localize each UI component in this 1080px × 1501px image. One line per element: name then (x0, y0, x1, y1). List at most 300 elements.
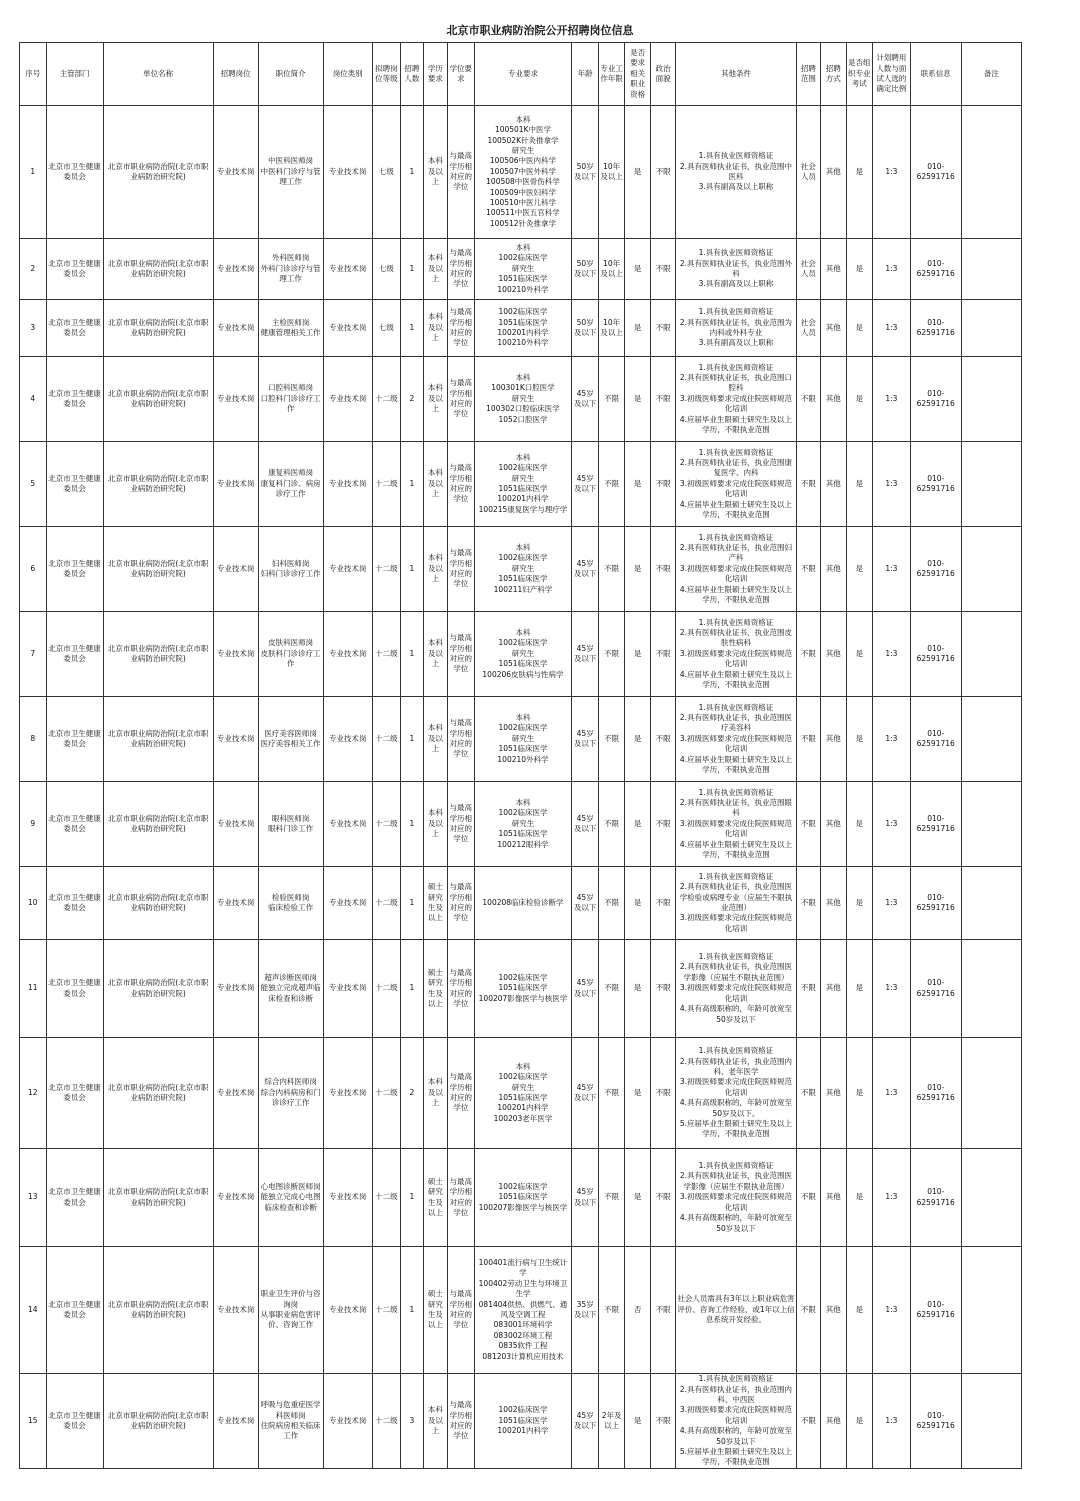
cell-post: 专业技术岗 (213, 106, 258, 239)
column-header: 专业要求 (474, 43, 572, 106)
cell-intro: 妇科医师岗 妇科门诊诊疗工作 (258, 527, 323, 612)
cell-major: 本科 1002临床医学 研究生 1051临床医学 100210外科学 (474, 239, 572, 300)
cell-politics: 不限 (650, 442, 675, 527)
cell-other: 1.具有执业医师资格证 2.具有医师执业证书，执业范围医学影像（应届生不限执业范围） 3.初级医师要求完成住院医师规范化培训 4.具有高级职称的，年龄可放宽至50岁及以下 (676, 1149, 796, 1247)
cell-count: 1 (401, 239, 423, 300)
cell-post: 专业技术岗 (213, 1038, 258, 1149)
cell-category: 专业技术岗 (323, 940, 372, 1038)
cell-scope: 不限 (796, 867, 820, 940)
column-header: 年龄 (572, 43, 599, 106)
cell-no: 15 (20, 1374, 47, 1469)
cell-no: 9 (20, 782, 47, 867)
cell-method: 其他 (821, 527, 846, 612)
cell-unit: 北京市职业病防治院(北京市职业病防治研究院) (103, 1247, 213, 1374)
table-row (20, 106, 1022, 239)
cell-no: 3 (20, 300, 47, 357)
cell-ratio: 1:3 (873, 527, 911, 612)
cell-exam: 是 (846, 940, 873, 1038)
cell-no: 11 (20, 940, 47, 1038)
cell-degree: 与最高学历相对应的学位 (448, 1374, 475, 1469)
cell-post: 专业技术岗 (213, 782, 258, 867)
cell-scope: 不限 (796, 782, 820, 867)
cell-major: 100401流行病与卫生统计学 100402劳动卫生与环境卫生学 081404供热、供燃气、通风及空调工程 083001环境科学 083002环境工程 0835软件工程 081203计算机应用技术 (474, 1247, 572, 1374)
column-header: 其他条件 (676, 43, 796, 106)
cell-contact: 010-62591716 (910, 239, 961, 300)
cell-degree: 与最高学历相对应的学位 (448, 527, 475, 612)
cell-scope: 不限 (796, 527, 820, 612)
cell-dept: 北京市卫生健康委员会 (46, 612, 103, 697)
cell-unit: 北京市职业病防治院(北京市职业病防治研究院) (103, 867, 213, 940)
cell-level: 十二级 (372, 1247, 401, 1374)
cell-post: 专业技术岗 (213, 940, 258, 1038)
cell-contact: 010-62591716 (910, 612, 961, 697)
cell-remark (961, 697, 1021, 782)
cell-major: 本科 1002临床医学 研究生 1051临床医学 100201内科学 100203老年医学 (474, 1038, 572, 1149)
cell-other: 1.具有执业医师资格证 2.具有医师执业证书，执业范围眼科 3.初级医师要求完成住院医师规范化培训 4.应届毕业生限硕士研究生及以上学历，不限执业范围 (676, 782, 796, 867)
cell-contact: 010-62591716 (910, 442, 961, 527)
cell-category: 专业技术岗 (323, 300, 372, 357)
cell-count: 1 (401, 106, 423, 239)
cell-years: 不限 (598, 940, 625, 1038)
cell-scope: 不限 (796, 612, 820, 697)
cell-remark (961, 1038, 1021, 1149)
cell-politics: 不限 (650, 697, 675, 782)
cell-intro: 眼科医师岗 眼科门诊工作 (258, 782, 323, 867)
cell-major: 本科 100501K中医学 100502K针灸推拿学 研究生 100506中医内科学 100507中医外科学 100508中医骨伤科学 100509中医妇科学 100510中医儿科学 100511中医五官科学 100512针灸推拿学 (474, 106, 572, 239)
table-row (20, 527, 1022, 612)
cell-no: 12 (20, 1038, 47, 1149)
cell-politics: 不限 (650, 782, 675, 867)
cell-exam: 是 (846, 1247, 873, 1374)
cell-cert: 是 (625, 1149, 650, 1247)
table-row (20, 1247, 1022, 1374)
column-header: 学位要求 (448, 43, 475, 106)
column-header: 主管部门 (46, 43, 103, 106)
cell-exam: 是 (846, 300, 873, 357)
cell-years: 不限 (598, 442, 625, 527)
cell-politics: 不限 (650, 239, 675, 300)
cell-no: 5 (20, 442, 47, 527)
cell-method: 其他 (821, 106, 846, 239)
cell-degree: 与最高学历相对应的学位 (448, 697, 475, 782)
cell-intro: 职业卫生评价与咨询岗 从事职业病危害评价、咨询工作 (258, 1247, 323, 1374)
column-header: 政治面貌 (650, 43, 675, 106)
cell-exam: 是 (846, 1149, 873, 1247)
cell-contact: 010-62591716 (910, 867, 961, 940)
cell-politics: 不限 (650, 106, 675, 239)
cell-remark (961, 106, 1021, 239)
cell-contact: 010-62591716 (910, 106, 961, 239)
cell-exam: 是 (846, 697, 873, 782)
cell-degree: 与最高学历相对应的学位 (448, 782, 475, 867)
cell-category: 专业技术岗 (323, 1247, 372, 1374)
cell-scope: 社会人员 (796, 239, 820, 300)
column-header: 单位名称 (103, 43, 213, 106)
cell-category: 专业技术岗 (323, 1149, 372, 1247)
cell-dept: 北京市卫生健康委员会 (46, 940, 103, 1038)
cell-dept: 北京市卫生健康委员会 (46, 1374, 103, 1469)
cell-edu: 本科及以上 (423, 697, 447, 782)
cell-level: 十二级 (372, 1149, 401, 1247)
cell-cert: 是 (625, 239, 650, 300)
cell-cert: 是 (625, 867, 650, 940)
cell-ratio: 1:3 (873, 442, 911, 527)
cell-ratio: 1:3 (873, 239, 911, 300)
cell-years: 不限 (598, 697, 625, 782)
cell-edu: 硕士研究生及以上 (423, 1247, 447, 1374)
cell-contact: 010-62591716 (910, 1374, 961, 1469)
cell-dept: 北京市卫生健康委员会 (46, 357, 103, 442)
cell-scope: 不限 (796, 1038, 820, 1149)
cell-other: 1.具有执业医师资格证 2.具有医师执业证书，执业范围妇产科 3.初级医师要求完成住院医师规范化培训 4.应届毕业生限硕士研究生及以上学历，不限执业范围 (676, 527, 796, 612)
cell-exam: 是 (846, 782, 873, 867)
cell-years: 10年及以上 (598, 106, 625, 239)
cell-degree: 与最高学历相对应的学位 (448, 1247, 475, 1374)
cell-level: 十二级 (372, 612, 401, 697)
cell-method: 其他 (821, 1374, 846, 1469)
cell-years: 10年及以上 (598, 300, 625, 357)
cell-ratio: 1:3 (873, 357, 911, 442)
cell-unit: 北京市职业病防治院(北京市职业病防治研究院) (103, 782, 213, 867)
cell-other: 1.具有执业医师资格证 2.具有医师执业证书，执业范围医疗美容科 3.初级医师要求完成住院医师规范化培训 4.应届毕业生限硕士研究生及以上学历，不限执业范围 (676, 697, 796, 782)
cell-method: 其他 (821, 442, 846, 527)
cell-ratio: 1:3 (873, 106, 911, 239)
cell-contact: 010-62591716 (910, 1038, 961, 1149)
cell-count: 3 (401, 1374, 423, 1469)
cell-other: 1.具有执业医师资格证 2.具有医师执业证书，执业范围康复医学、内科 3.初级医师要求完成住院医师规范化培训 4.应届毕业生限硕士研究生及以上学历，不限执业范围 (676, 442, 796, 527)
cell-degree: 与最高学历相对应的学位 (448, 300, 475, 357)
cell-count: 1 (401, 940, 423, 1038)
cell-contact: 010-62591716 (910, 1149, 961, 1247)
column-header: 序号 (20, 43, 47, 106)
cell-edu: 本科及以上 (423, 1038, 447, 1149)
cell-politics: 不限 (650, 1374, 675, 1469)
cell-remark (961, 782, 1021, 867)
cell-count: 1 (401, 527, 423, 612)
cell-politics: 不限 (650, 612, 675, 697)
cell-method: 其他 (821, 239, 846, 300)
cell-age: 45岁及以下 (572, 357, 599, 442)
cell-dept: 北京市卫生健康委员会 (46, 239, 103, 300)
cell-ratio: 1:3 (873, 782, 911, 867)
cell-post: 专业技术岗 (213, 1149, 258, 1247)
cell-degree: 与最高学历相对应的学位 (448, 1149, 475, 1247)
column-header: 拟聘岗位等级 (372, 43, 401, 106)
cell-cert: 是 (625, 1374, 650, 1469)
cell-category: 专业技术岗 (323, 612, 372, 697)
cell-scope: 不限 (796, 940, 820, 1038)
cell-contact: 010-62591716 (910, 300, 961, 357)
cell-years: 不限 (598, 867, 625, 940)
cell-count: 1 (401, 1247, 423, 1374)
cell-unit: 北京市职业病防治院(北京市职业病防治研究院) (103, 442, 213, 527)
cell-level: 十二级 (372, 442, 401, 527)
cell-intro: 呼吸与危重症医学科医师岗 住院病房相关临床工作 (258, 1374, 323, 1469)
cell-count: 1 (401, 612, 423, 697)
cell-degree: 与最高学历相对应的学位 (448, 940, 475, 1038)
cell-degree: 与最高学历相对应的学位 (448, 106, 475, 239)
cell-degree: 与最高学历相对应的学位 (448, 612, 475, 697)
cell-cert: 是 (625, 357, 650, 442)
cell-level: 七级 (372, 106, 401, 239)
cell-remark (961, 1247, 1021, 1374)
cell-count: 1 (401, 442, 423, 527)
cell-scope: 社会人员 (796, 300, 820, 357)
cell-age: 45岁及以下 (572, 940, 599, 1038)
cell-ratio: 1:3 (873, 940, 911, 1038)
cell-level: 十二级 (372, 1374, 401, 1469)
column-header: 职位简介 (258, 43, 323, 106)
cell-category: 专业技术岗 (323, 1038, 372, 1149)
cell-edu: 本科及以上 (423, 106, 447, 239)
cell-dept: 北京市卫生健康委员会 (46, 442, 103, 527)
cell-other: 1.具有执业医师资格证 2.具有医师执业证书，执业范围内科、老年医学 3.初级医师要求完成住院医师规范化培训 4.具有高级职称的，年龄可放宽至50岁及以下。 5.应届毕业生限硕士研究生及以上学历，不限执业范围 (676, 1038, 796, 1149)
cell-remark (961, 1374, 1021, 1469)
cell-major: 本科 1002临床医学 研究生 1051临床医学 100211妇产科学 (474, 527, 572, 612)
cell-remark (961, 300, 1021, 357)
cell-intro: 医疗美容医师岗 医疗美容相关工作 (258, 697, 323, 782)
cell-unit: 北京市职业病防治院(北京市职业病防治研究院) (103, 612, 213, 697)
cell-category: 专业技术岗 (323, 106, 372, 239)
cell-edu: 硕士研究生及以上 (423, 1149, 447, 1247)
table-row (20, 357, 1022, 442)
cell-post: 专业技术岗 (213, 527, 258, 612)
cell-cert: 是 (625, 106, 650, 239)
cell-major: 1002临床医学 1051临床医学 100207影像医学与核医学 (474, 940, 572, 1038)
cell-age: 45岁及以下 (572, 782, 599, 867)
cell-level: 十二级 (372, 940, 401, 1038)
cell-major: 100208临床检验诊断学 (474, 867, 572, 940)
cell-unit: 北京市职业病防治院(北京市职业病防治研究院) (103, 300, 213, 357)
cell-count: 1 (401, 697, 423, 782)
cell-politics: 不限 (650, 1247, 675, 1374)
table-row (20, 1038, 1022, 1149)
cell-years: 不限 (598, 1247, 625, 1374)
cell-ratio: 1:3 (873, 1038, 911, 1149)
table-row (20, 782, 1022, 867)
cell-method: 其他 (821, 300, 846, 357)
cell-method: 其他 (821, 782, 846, 867)
cell-post: 专业技术岗 (213, 357, 258, 442)
cell-degree: 与最高学历相对应的学位 (448, 1038, 475, 1149)
cell-scope: 不限 (796, 442, 820, 527)
cell-degree: 与最高学历相对应的学位 (448, 239, 475, 300)
cell-years: 不限 (598, 1149, 625, 1247)
cell-category: 专业技术岗 (323, 239, 372, 300)
cell-unit: 北京市职业病防治院(北京市职业病防治研究院) (103, 1374, 213, 1469)
cell-scope: 不限 (796, 357, 820, 442)
cell-major: 本科 100301K口腔医学 研究生 100302口腔临床医学 1052口腔医学 (474, 357, 572, 442)
table-row (20, 940, 1022, 1038)
cell-major: 1002临床医学 1051临床医学 100201内科学 100210外科学 (474, 300, 572, 357)
cell-unit: 北京市职业病防治院(北京市职业病防治研究院) (103, 1038, 213, 1149)
cell-years: 2年及以上 (598, 1374, 625, 1469)
cell-intro: 超声诊断医师岗 能独立完成超声临床检查和诊断 (258, 940, 323, 1038)
cell-age: 45岁及以下 (572, 1374, 599, 1469)
cell-remark (961, 940, 1021, 1038)
cell-count: 2 (401, 357, 423, 442)
cell-post: 专业技术岗 (213, 1374, 258, 1469)
header-row (20, 43, 1022, 106)
cell-age: 45岁及以下 (572, 527, 599, 612)
column-header: 岗位类别 (323, 43, 372, 106)
cell-remark (961, 612, 1021, 697)
cell-method: 其他 (821, 867, 846, 940)
cell-remark (961, 867, 1021, 940)
cell-level: 十二级 (372, 1038, 401, 1149)
cell-politics: 不限 (650, 1038, 675, 1149)
cell-remark (961, 1149, 1021, 1247)
cell-ratio: 1:3 (873, 1374, 911, 1469)
column-header: 招聘岗位 (213, 43, 258, 106)
cell-scope: 不限 (796, 1374, 820, 1469)
cell-category: 专业技术岗 (323, 357, 372, 442)
cell-category: 专业技术岗 (323, 867, 372, 940)
cell-ratio: 1:3 (873, 697, 911, 782)
cell-cert: 是 (625, 612, 650, 697)
cell-count: 1 (401, 867, 423, 940)
cell-age: 45岁及以下 (572, 1149, 599, 1247)
cell-politics: 不限 (650, 940, 675, 1038)
page-title: 北京市职业病防治院公开招聘岗位信息 (446, 24, 634, 37)
cell-major: 本科 1002临床医学 研究生 1051临床医学 100210外科学 (474, 697, 572, 782)
cell-count: 1 (401, 1149, 423, 1247)
cell-ratio: 1:3 (873, 300, 911, 357)
cell-intro: 综合内科医师岗 综合内科病房和门诊诊疗工作 (258, 1038, 323, 1149)
cell-remark (961, 239, 1021, 300)
cell-scope: 不限 (796, 1247, 820, 1374)
cell-intro: 检验医师岗 临床检验工作 (258, 867, 323, 940)
cell-degree: 与最高学历相对应的学位 (448, 357, 475, 442)
cell-other: 1.具有执业医师资格证 2.具有医师执业证书，执业范围皮肤性病科 3.初级医师要求完成住院医师规范化培训 4.应届毕业生限硕士研究生及以上学历，不限执业范围 (676, 612, 796, 697)
cell-edu: 本科及以上 (423, 1374, 447, 1469)
cell-politics: 不限 (650, 300, 675, 357)
cell-age: 50岁及以下 (572, 106, 599, 239)
cell-dept: 北京市卫生健康委员会 (46, 867, 103, 940)
table-row (20, 442, 1022, 527)
cell-post: 专业技术岗 (213, 239, 258, 300)
cell-no: 8 (20, 697, 47, 782)
column-header: 招聘人数 (401, 43, 423, 106)
cell-no: 1 (20, 106, 47, 239)
cell-no: 13 (20, 1149, 47, 1247)
cell-exam: 是 (846, 442, 873, 527)
cell-level: 七级 (372, 239, 401, 300)
cell-intro: 皮肤科医师岗 皮肤科门诊诊疗工作 (258, 612, 323, 697)
cell-contact: 010-62591716 (910, 1247, 961, 1374)
cell-remark (961, 357, 1021, 442)
cell-contact: 010-62591716 (910, 940, 961, 1038)
cell-level: 十二级 (372, 867, 401, 940)
cell-scope: 不限 (796, 1149, 820, 1247)
cell-edu: 本科及以上 (423, 442, 447, 527)
cell-category: 专业技术岗 (323, 1374, 372, 1469)
column-header: 是否组织专业考试 (846, 43, 873, 106)
cell-age: 35岁及以下 (572, 1247, 599, 1374)
cell-intro: 中医科医师岗 中医科门诊疗与管理工作 (258, 106, 323, 239)
cell-major: 本科 1002临床医学 研究生 1051临床医学 100212眼科学 (474, 782, 572, 867)
cell-politics: 不限 (650, 1149, 675, 1247)
cell-edu: 本科及以上 (423, 527, 447, 612)
table-row (20, 867, 1022, 940)
cell-politics: 不限 (650, 867, 675, 940)
cell-other: 1.具有执业医师资格证 2.具有医师执业证书，执业范围为内科或外科专业 3.具有副高及以上职称 (676, 300, 796, 357)
cell-contact: 010-62591716 (910, 697, 961, 782)
cell-other: 1.具有执业医师资格证 2.具有医师执业证书，执业范围医学检验或病理专业（应届生不限执业范围） 3.初级医师要求完成住院医师规范化培训 (676, 867, 796, 940)
cell-post: 专业技术岗 (213, 867, 258, 940)
cell-years: 不限 (598, 1038, 625, 1149)
cell-no: 6 (20, 527, 47, 612)
cell-years: 不限 (598, 357, 625, 442)
cell-exam: 是 (846, 1038, 873, 1149)
cell-level: 十二级 (372, 697, 401, 782)
cell-major: 本科 1002临床医学 研究生 1051临床医学 100201内科学 100215康复医学与理疗学 (474, 442, 572, 527)
cell-exam: 是 (846, 1374, 873, 1469)
cell-scope: 不限 (796, 697, 820, 782)
cell-dept: 北京市卫生健康委员会 (46, 1247, 103, 1374)
cell-post: 专业技术岗 (213, 300, 258, 357)
cell-age: 45岁及以下 (572, 867, 599, 940)
cell-post: 专业技术岗 (213, 442, 258, 527)
cell-politics: 不限 (650, 357, 675, 442)
cell-age: 50岁及以下 (572, 239, 599, 300)
cell-dept: 北京市卫生健康委员会 (46, 697, 103, 782)
column-header: 计划聘用人数与面试人选的确定比例 (873, 43, 911, 106)
cell-unit: 北京市职业病防治院(北京市职业病防治研究院) (103, 357, 213, 442)
cell-ratio: 1:3 (873, 1149, 911, 1247)
cell-other: 1.具有执业医师资格证 2.具有医师执业证书，执业范围外科 3.具有副高及以上职称 (676, 239, 796, 300)
cell-years: 不限 (598, 612, 625, 697)
cell-category: 专业技术岗 (323, 442, 372, 527)
cell-intro: 主检医师岗 健康管理相关工作 (258, 300, 323, 357)
cell-remark (961, 442, 1021, 527)
cell-other: 1.具有执业医师资格证 2.具有医师执业证书，执业范围中医科 3.具有副高及以上职称 (676, 106, 796, 239)
cell-contact: 010-62591716 (910, 527, 961, 612)
cell-method: 其他 (821, 1247, 846, 1374)
cell-dept: 北京市卫生健康委员会 (46, 1149, 103, 1247)
cell-years: 不限 (598, 782, 625, 867)
cell-unit: 北京市职业病防治院(北京市职业病防治研究院) (103, 1149, 213, 1247)
column-header: 是否要求相关职业资格 (625, 43, 650, 106)
cell-cert: 否 (625, 1247, 650, 1374)
cell-ratio: 1:3 (873, 867, 911, 940)
cell-no: 14 (20, 1247, 47, 1374)
table-row (20, 612, 1022, 697)
cell-level: 十二级 (372, 782, 401, 867)
cell-major: 1002临床医学 1051临床医学 100207影像医学与核医学 (474, 1149, 572, 1247)
column-header: 招聘方式 (821, 43, 846, 106)
cell-dept: 北京市卫生健康委员会 (46, 106, 103, 239)
cell-exam: 是 (846, 867, 873, 940)
cell-cert: 是 (625, 527, 650, 612)
cell-cert: 是 (625, 1038, 650, 1149)
cell-contact: 010-62591716 (910, 782, 961, 867)
cell-level: 十二级 (372, 527, 401, 612)
cell-ratio: 1:3 (873, 1247, 911, 1374)
cell-cert: 是 (625, 442, 650, 527)
cell-unit: 北京市职业病防治院(北京市职业病防治研究院) (103, 239, 213, 300)
column-header: 专业工作年限 (598, 43, 625, 106)
table-row (20, 1374, 1022, 1469)
cell-edu: 硕士研究生及以上 (423, 867, 447, 940)
cell-category: 专业技术岗 (323, 697, 372, 782)
cell-no: 2 (20, 239, 47, 300)
cell-unit: 北京市职业病防治院(北京市职业病防治研究院) (103, 940, 213, 1038)
cell-unit: 北京市职业病防治院(北京市职业病防治研究院) (103, 106, 213, 239)
cell-degree: 与最高学历相对应的学位 (448, 442, 475, 527)
cell-no: 10 (20, 867, 47, 940)
cell-edu: 本科及以上 (423, 357, 447, 442)
